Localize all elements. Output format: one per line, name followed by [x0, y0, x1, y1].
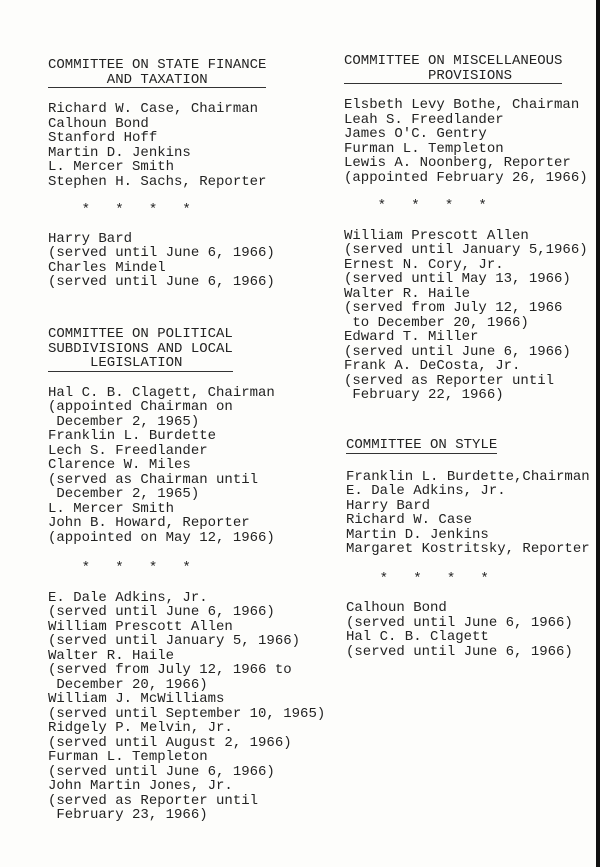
heading-line: LEGISLATION: [48, 355, 183, 371]
section-political-subdivisions: [48, 327, 325, 823]
asterisk-separator: * * * *: [48, 202, 191, 218]
list-item: (appointed on May 12, 1966): [48, 529, 275, 546]
list-item: (served as Reporter until: [48, 792, 259, 809]
scan-edge: [596, 0, 600, 867]
list-item: E. Dale Adkins, Jr.: [48, 589, 208, 606]
list-item: Richard W. Case, Chairman: [48, 101, 259, 117]
committee-heading: [48, 327, 325, 372]
committee-heading: [344, 54, 588, 84]
list-item: December 2, 1965): [48, 413, 200, 430]
list-item: Ridgely P. Melvin, Jr.: [48, 720, 233, 736]
list-item: (served until May 13, 1966): [344, 271, 571, 287]
list-item: L. Mercer Smith: [48, 159, 175, 175]
heading-underline: [346, 438, 497, 454]
list-item: Stephen H. Sachs, Reporter: [48, 173, 267, 190]
list-item: (served until August 2, 1966): [48, 734, 292, 751]
list-item: Richard W. Case: [346, 512, 473, 528]
list-item: Furman L. Templeton: [48, 749, 208, 765]
list-item: to December 20, 1966): [344, 314, 529, 331]
list-item: Edward T. Miller: [344, 329, 479, 345]
list-item: (served from July 12, 1966: [344, 300, 563, 316]
list-item: Margaret Kostritsky, Reporter: [346, 541, 590, 557]
list-item: February 23, 1966): [48, 807, 208, 823]
heading-line: COMMITTEE ON MISCELLANEOUS: [344, 53, 563, 69]
section-miscellaneous: [344, 54, 588, 403]
heading-line: PROVISIONS: [344, 67, 513, 84]
list-item: (served from July 12, 1966 to: [48, 662, 292, 678]
list-item: Lewis A. Noonberg, Reporter: [344, 155, 571, 171]
list-item: Franklin L. Burdette,Chairman: [346, 468, 590, 485]
list-item: (served until June 6, 1966): [344, 343, 571, 360]
asterisk-separator: * * * *: [346, 570, 489, 587]
list-item: Furman L. Templeton: [344, 140, 504, 157]
list-item: (served until June 6, 1966): [346, 643, 573, 660]
list-item: (appointed Chairman on: [48, 399, 233, 415]
list-item: Harry Bard: [48, 230, 133, 247]
list-item: (served until June 6, 1966): [48, 245, 275, 261]
list-item: John Martin Jones, Jr.: [48, 778, 233, 794]
list-item: Harry Bard: [346, 497, 431, 514]
list-item: John B. Howard, Reporter: [48, 515, 250, 531]
list-item: December 20, 1966): [48, 676, 208, 693]
list-item: (served until September 10, 1965): [48, 705, 326, 722]
section-state-finance: [48, 58, 275, 290]
former-member-list: [48, 591, 325, 823]
list-item: William Prescott Allen: [48, 618, 233, 635]
member-list: [48, 102, 275, 189]
list-item: (served as Chairman until: [48, 471, 259, 488]
committee-heading: [346, 438, 590, 454]
list-item: (served until June 6, 1966): [48, 274, 275, 290]
list-item: Leah S. Freedlander: [344, 111, 504, 128]
list-item: Elsbeth Levy Bothe, Chairman: [344, 97, 580, 113]
list-item: Hal C. B. Clagett, Chairman: [48, 384, 275, 401]
list-item: Martin D. Jenkins: [48, 144, 191, 161]
heading-underline: [48, 58, 266, 88]
heading-line: COMMITTEE ON STATE FINANCE: [48, 57, 267, 73]
list-item: E. Dale Adkins, Jr.: [346, 483, 506, 499]
section-style: [346, 438, 590, 659]
former-member-list: [346, 601, 590, 659]
list-item: Calhoun Bond: [346, 600, 447, 616]
asterisk-separator: * * * *: [344, 198, 487, 214]
list-item: February 22, 1966): [344, 387, 504, 403]
list-item: Frank A. DeCosta, Jr.: [344, 358, 521, 374]
heading-underline: [344, 54, 562, 84]
list-item: Franklin L. Burdette: [48, 428, 217, 444]
list-item: Walter R. Haile: [344, 285, 471, 302]
heading-line: SUBDIVISIONS AND LOCAL: [48, 340, 233, 357]
list-item: (served until June 6, 1966): [346, 614, 573, 631]
list-item: William Prescott Allen: [344, 227, 529, 244]
committee-heading: [48, 58, 275, 88]
list-item: William J. McWilliams: [48, 691, 225, 707]
heading-line: COMMITTEE ON POLITICAL: [48, 326, 233, 342]
list-item: Charles Mindel: [48, 259, 166, 276]
list-item: Martin D. Jenkins: [346, 526, 489, 543]
list-item: (served until January 5,1966): [344, 242, 588, 258]
list-item: Lech S. Freedlander: [48, 442, 208, 459]
member-list: [346, 470, 590, 557]
heading-line: COMMITTEE ON STYLE: [346, 437, 498, 453]
list-item: James O'C. Gentry: [344, 126, 487, 142]
list-item: (served until June 6, 1966): [48, 763, 275, 780]
list-item: L. Mercer Smith: [48, 500, 175, 517]
list-item: (appointed February 26, 1966): [344, 169, 588, 186]
asterisk-separator: * * * *: [48, 560, 191, 576]
list-item: December 2, 1965): [48, 486, 200, 502]
list-item: Stanford Hoff: [48, 130, 158, 146]
member-list: [344, 98, 588, 185]
former-member-list: [344, 229, 588, 403]
list-item: Calhoun Bond: [48, 115, 149, 132]
list-item: Ernest N. Cory, Jr.: [344, 256, 504, 273]
list-item: (served until June 6, 1966): [48, 604, 275, 620]
former-member-list: [48, 232, 275, 290]
list-item: (served until January 5, 1966): [48, 633, 301, 649]
heading-underline: [48, 327, 233, 372]
heading-line: AND TAXATION: [48, 71, 208, 88]
list-item: Hal C. B. Clagett: [346, 629, 489, 645]
list-item: (served as Reporter until: [344, 372, 555, 389]
list-item: Walter R. Haile: [48, 647, 175, 664]
list-item: Clarence W. Miles: [48, 457, 191, 473]
member-list: [48, 386, 325, 546]
